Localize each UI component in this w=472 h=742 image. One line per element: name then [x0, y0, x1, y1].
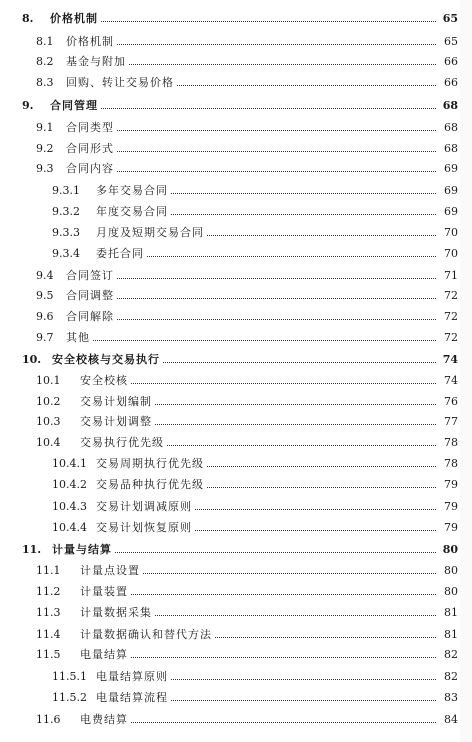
toc-number: 9.3.1 [52, 184, 80, 197]
toc-entry[interactable] [0, 436, 472, 449]
toc-entry[interactable] [0, 521, 472, 534]
toc-page-number: 78 [444, 436, 458, 449]
toc-entry[interactable] [0, 310, 472, 323]
toc-title: 年度交易合同 [96, 205, 168, 218]
toc-title: 计量与结算 [52, 543, 112, 556]
toc-page-number: 82 [444, 670, 458, 683]
toc-number: 11.1 [36, 564, 61, 577]
toc-number: 10.1 [36, 374, 61, 387]
toc-page-number: 69 [444, 205, 458, 218]
toc-number: 10.4 [36, 436, 61, 449]
toc-title: 合同管理 [50, 99, 98, 112]
toc-page-number: 65 [442, 12, 458, 25]
toc-number: 9.5 [36, 289, 54, 302]
toc-title: 电量结算流程 [96, 691, 168, 704]
toc-title: 电量结算 [80, 648, 128, 661]
toc-page-number: 78 [444, 457, 458, 470]
dot-leader [171, 193, 436, 194]
toc-number: 8.3 [36, 76, 54, 89]
toc-entry[interactable] [0, 35, 472, 48]
toc-title: 交易周期执行优先级 [96, 457, 204, 470]
toc-title: 合同调整 [66, 289, 114, 302]
toc-entry[interactable] [0, 374, 472, 387]
dot-leader [171, 679, 436, 680]
toc-number: 9.4 [36, 269, 54, 282]
toc-entry[interactable] [0, 564, 472, 577]
toc-number: 10.4.3 [52, 500, 87, 513]
dot-leader [155, 404, 436, 405]
dot-leader [195, 530, 436, 531]
dot-leader [177, 85, 436, 86]
toc-entry[interactable] [0, 269, 472, 282]
toc-entry[interactable] [0, 289, 472, 302]
toc-entry[interactable] [0, 184, 472, 197]
dot-leader [171, 700, 436, 701]
toc-entry[interactable] [0, 628, 472, 641]
toc-page-number: 70 [444, 226, 458, 239]
toc-page-number: 84 [444, 713, 458, 726]
toc-entry[interactable] [0, 331, 472, 344]
dot-leader [207, 235, 436, 236]
toc-page-number: 70 [444, 247, 458, 260]
dot-leader [117, 44, 436, 45]
toc-number: 11.4 [36, 628, 61, 641]
toc-page-number: 74 [444, 374, 458, 387]
toc-title: 计量装置 [80, 585, 128, 598]
toc-entry[interactable] [0, 500, 472, 513]
toc-entry[interactable] [0, 543, 472, 556]
toc-title: 合同类型 [66, 121, 114, 134]
toc-number: 8. [22, 12, 34, 25]
toc-page-number: 68 [442, 99, 458, 112]
dot-leader [115, 552, 436, 553]
toc-number: 9.3.4 [52, 247, 80, 260]
toc-number: 10.3 [36, 415, 61, 428]
dot-leader [155, 615, 436, 616]
dot-leader [155, 424, 436, 425]
toc-entry[interactable] [0, 395, 472, 408]
toc-number: 9.2 [36, 142, 54, 155]
toc-entry[interactable] [0, 478, 472, 491]
dot-leader [207, 487, 436, 488]
toc-entry[interactable] [0, 99, 472, 112]
toc-entry[interactable] [0, 76, 472, 89]
toc-number: 10. [22, 353, 42, 366]
toc-page-number: 81 [444, 606, 458, 619]
toc-title: 交易计划编制 [80, 395, 152, 408]
toc-page-number: 82 [444, 648, 458, 661]
dot-leader [131, 383, 436, 384]
toc-number: 10.4.1 [52, 457, 87, 470]
toc-title: 计量数据采集 [80, 606, 152, 619]
toc-title: 交易执行优先级 [80, 436, 164, 449]
toc-title: 安全校核 [80, 374, 128, 387]
toc-page-number: 79 [444, 500, 458, 513]
toc-title: 合同签订 [66, 269, 114, 282]
toc-number: 11.5 [36, 648, 61, 661]
dot-leader [117, 171, 436, 172]
toc-title: 月度及短期交易合同 [96, 226, 204, 239]
toc-entry[interactable] [0, 691, 472, 704]
toc-page-number: 72 [444, 331, 458, 344]
toc-number: 8.1 [36, 35, 54, 48]
toc-title: 计量点设置 [80, 564, 140, 577]
toc-page-number: 74 [442, 353, 458, 366]
toc-page-number: 80 [444, 564, 458, 577]
dot-leader [117, 319, 436, 320]
toc-number: 11.6 [36, 713, 61, 726]
toc-number: 9. [22, 99, 34, 112]
toc-title: 交易计划恢复原则 [96, 521, 192, 534]
toc-title: 交易计划调减原则 [96, 500, 192, 513]
dot-leader [167, 445, 436, 446]
toc-entry[interactable] [0, 415, 472, 428]
toc-page-number: 68 [444, 142, 458, 155]
dot-leader [147, 256, 436, 257]
toc-page-number: 80 [442, 543, 458, 556]
toc-title: 交易计划调整 [80, 415, 152, 428]
toc-title: 合同内容 [66, 162, 114, 175]
toc-title: 回购、转让交易价格 [66, 76, 174, 89]
toc-title: 交易品种执行优先级 [96, 478, 204, 491]
dot-leader [131, 594, 436, 595]
toc-page-number: 79 [444, 478, 458, 491]
toc-entry[interactable] [0, 648, 472, 661]
dot-leader [143, 573, 436, 574]
toc-entry[interactable] [0, 670, 472, 683]
dot-leader [117, 278, 436, 279]
toc-entry[interactable] [0, 205, 472, 218]
toc-title: 基金与附加 [66, 55, 126, 68]
dot-leader [163, 362, 436, 363]
dot-leader [131, 657, 436, 658]
dot-leader [171, 214, 436, 215]
toc-title: 多年交易合同 [96, 184, 168, 197]
toc-number: 9.3.3 [52, 226, 80, 239]
toc-entry[interactable] [0, 713, 472, 726]
toc-number: 10.2 [36, 395, 61, 408]
dot-leader [195, 509, 436, 510]
toc-title: 电量结算原则 [96, 670, 168, 683]
dot-leader [117, 298, 436, 299]
toc-title: 计量数据确认和替代方法 [80, 628, 212, 641]
toc-title: 价格机制 [50, 12, 98, 25]
toc-entry[interactable] [0, 353, 472, 366]
dot-leader [117, 130, 436, 131]
toc-page-number: 80 [444, 585, 458, 598]
toc-page-number: 69 [444, 184, 458, 197]
toc-title: 电费结算 [80, 713, 128, 726]
toc-page-number: 71 [444, 269, 458, 282]
toc-number: 9.7 [36, 331, 54, 344]
toc-number: 11.5.2 [52, 691, 87, 704]
toc-entry[interactable] [0, 226, 472, 239]
toc-title: 价格机制 [66, 35, 114, 48]
toc-number: 8.2 [36, 55, 54, 68]
toc-number: 10.4.2 [52, 478, 87, 491]
toc-entry[interactable] [0, 162, 472, 175]
dot-leader [93, 340, 436, 341]
toc-page-number: 66 [444, 76, 458, 89]
toc-number: 9.3.2 [52, 205, 80, 218]
toc-page-number: 72 [444, 310, 458, 323]
dot-leader [207, 466, 436, 467]
toc-title: 合同形式 [66, 142, 114, 155]
toc-page-number: 76 [444, 395, 458, 408]
toc-page-number: 72 [444, 289, 458, 302]
dot-leader [129, 64, 436, 65]
toc-entry[interactable] [0, 142, 472, 155]
toc-entry[interactable] [0, 55, 472, 68]
toc-page-number: 81 [444, 628, 458, 641]
toc-page-number: 66 [444, 55, 458, 68]
toc-title: 合同解除 [66, 310, 114, 323]
toc-page-number: 65 [444, 35, 458, 48]
toc-title: 安全校核与交易执行 [52, 353, 160, 366]
toc-number: 11. [22, 543, 42, 556]
toc-entry[interactable] [0, 12, 472, 25]
dot-leader [131, 722, 436, 723]
toc-number: 11.3 [36, 606, 61, 619]
toc-page-number: 83 [444, 691, 458, 704]
toc-entry[interactable] [0, 606, 472, 619]
toc-title: 其他 [66, 331, 90, 344]
dot-leader [101, 21, 436, 22]
toc-entry[interactable] [0, 457, 472, 470]
toc-entry[interactable] [0, 121, 472, 134]
toc-page-number: 77 [444, 415, 458, 428]
toc-page-number: 69 [444, 162, 458, 175]
toc-page-number: 68 [444, 121, 458, 134]
toc-number: 9.1 [36, 121, 54, 134]
toc-title: 委托合同 [96, 247, 144, 260]
toc-number: 9.3 [36, 162, 54, 175]
toc-entry[interactable] [0, 247, 472, 260]
dot-leader [117, 151, 436, 152]
dot-leader [101, 108, 436, 109]
toc-number: 9.6 [36, 310, 54, 323]
toc-number: 11.2 [36, 585, 61, 598]
toc-entry[interactable] [0, 585, 472, 598]
toc-page-number: 79 [444, 521, 458, 534]
toc-number: 10.4.4 [52, 521, 87, 534]
toc-number: 11.5.1 [52, 670, 87, 683]
dot-leader [215, 637, 436, 638]
